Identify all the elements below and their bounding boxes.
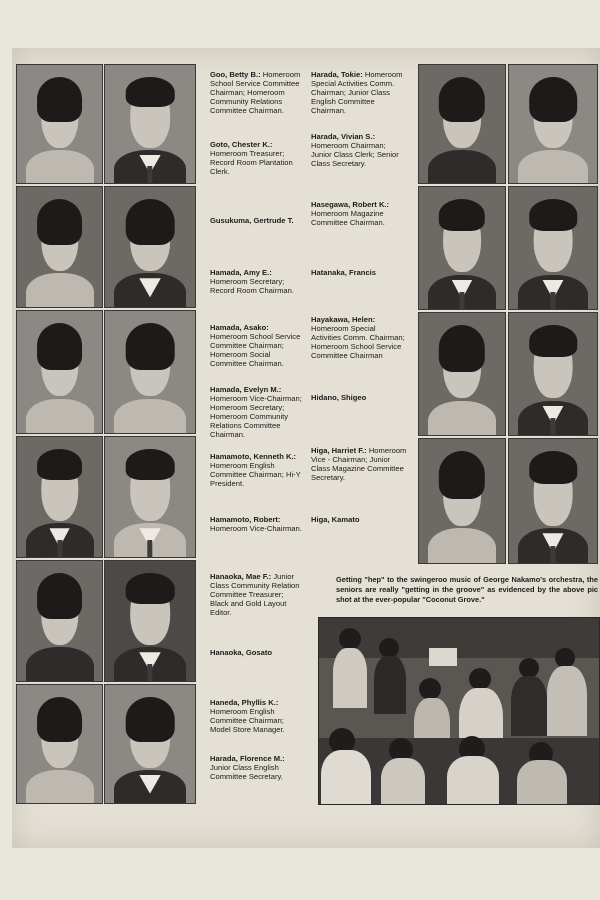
- student-activities: Homeroom English Committee Chairman; Model Store Manager.: [210, 707, 285, 734]
- portrait-hamada-asako: [16, 310, 103, 434]
- student-name: Hamada, Amy E.:: [210, 268, 272, 277]
- entry-hamada-evelyn: [210, 385, 304, 439]
- portrait-hatanaka-francis: [508, 186, 598, 310]
- student-name: Hamada, Evelyn M.:: [210, 385, 282, 394]
- entry-hamamoto-robert: [210, 515, 304, 533]
- portrait-hayakawa-helen: [418, 312, 506, 436]
- portrait-hasegawa-robert: [418, 186, 506, 310]
- portrait-hidano-shigeo: [508, 312, 598, 436]
- portrait-harada-vivian: [508, 64, 598, 184]
- student-activities: Junior Class English Committee Secretary.: [210, 763, 283, 781]
- portrait-hamamoto-robert: [104, 436, 196, 558]
- entry-harada-vivian: [311, 132, 407, 168]
- entry-harada-tokie: [311, 70, 407, 115]
- student-activities: Homeroom Magazine Committee Chairman.: [311, 209, 385, 227]
- portrait-goto-chester: [104, 64, 196, 184]
- portrait-gusukuma-gertrude: [16, 186, 103, 308]
- portrait-hamada-evelyn: [104, 310, 196, 434]
- student-name: Hatanaka, Francis: [311, 268, 376, 277]
- student-activities: Homeroom Secretary; Record Room Chairman.: [210, 277, 294, 295]
- student-name: Haneda, Phyllis K.:: [210, 698, 279, 707]
- student-name: Harada, Florence M.:: [210, 754, 285, 763]
- portrait-higa-kamato: [508, 438, 598, 564]
- student-activities: Homeroom Vice-Chairman; Homeroom Secretary; Homeroom Community Relations Committee Chairman.: [210, 394, 302, 439]
- student-name: Hasegawa, Robert K.:: [311, 200, 390, 209]
- portrait-harada-florence: [104, 684, 196, 804]
- entry-hanaoka-gosato: [210, 648, 304, 657]
- student-name: Higa, Kamato: [311, 515, 360, 524]
- entry-hasegawa-robert: [311, 200, 407, 227]
- portrait-harada-tokie: [418, 64, 506, 184]
- student-name: Harada, Vivian S.:: [311, 132, 376, 141]
- student-name: Higa, Harriet F.:: [311, 446, 367, 455]
- entry-harada-florence: [210, 754, 304, 781]
- student-name: Hanaoka, Gosato: [210, 648, 273, 657]
- entry-haneda-phyllis: [210, 698, 304, 734]
- student-activities: Homeroom School Service Committee Chairman; Homeroom Social Committee Chairman.: [210, 332, 301, 368]
- portrait-haneda-phyllis: [16, 684, 103, 804]
- entry-higa-harriet: [311, 446, 407, 482]
- entry-hanaoka-mae: [210, 572, 304, 617]
- student-name: Hayakawa, Helen:: [311, 315, 376, 324]
- student-name: Hamamoto, Robert:: [210, 515, 281, 524]
- portrait-higa-harriet: [418, 438, 506, 564]
- entry-hayakawa-helen: [311, 315, 407, 360]
- entry-goo-betty: [210, 70, 304, 115]
- student-activities: Homeroom Chairman; Junior Class Clerk; Senior Class Secretary.: [311, 141, 399, 168]
- entry-higa-kamato: [311, 515, 407, 524]
- student-name: Hanaoka, Mae F.:: [210, 572, 272, 581]
- entry-hamamoto-kenneth: [210, 452, 304, 488]
- student-activities: Homeroom Treasurer; Record Room Plantation Clerk.: [210, 149, 293, 176]
- student-name: Goo, Betty B.:: [210, 70, 261, 79]
- student-activities: Junior Class Community Relation Committee Treasurer; Black and Gold Layout Editor.: [210, 572, 300, 617]
- student-name: Hamamoto, Kenneth K.:: [210, 452, 297, 461]
- student-activities: Homeroom Special Activities Comm. Chairman; Junior Class English Committee Chairman.: [311, 70, 403, 115]
- student-name: Hamada, Asako:: [210, 323, 269, 332]
- portrait-hanaoka-mae: [16, 560, 103, 682]
- student-activities: Homeroom English Committee Chairman; Hi-Y President.: [210, 461, 301, 488]
- entry-hamada-amy: [210, 268, 304, 295]
- entry-hidano-shigeo: [311, 393, 407, 402]
- student-name: Gusukuma, Gertrude T.: [210, 216, 294, 225]
- student-activities: Homeroom School Service Committee Chairman; Homeroom Community Relations Committee Chairman.: [210, 70, 301, 115]
- portrait-hanaoka-gosato: [104, 560, 196, 682]
- entry-hamada-asako: [210, 323, 304, 368]
- photo-caption: Getting "hep" to the swingeroo music of George Nakamo's orchestra, the seniors are really "getting in the groove" as evidenced by the above pic shot at the ever-popular "Coconut Grove.": [336, 575, 598, 604]
- student-name: Goto, Chester K.:: [210, 140, 273, 149]
- student-name: Harada, Tokie:: [311, 70, 363, 79]
- portrait-hamada-amy: [104, 186, 196, 308]
- portrait-hamamoto-kenneth: [16, 436, 103, 558]
- student-activities: Homeroom Special Activities Comm. Chairman; Homeroom School Service Committee Chairman: [311, 324, 405, 360]
- student-activities: Homeroom Vice - Chairman; Junior Class Magazine Committee Secretary.: [311, 446, 407, 482]
- group-photo-coconut-grove: [318, 617, 600, 805]
- entry-hatanaka-francis: [311, 268, 407, 277]
- entry-goto-chester: [210, 140, 304, 176]
- student-activities: Homeroom Vice-Chairman.: [210, 524, 302, 533]
- portrait-goo-betty: [16, 64, 103, 184]
- entry-gusukuma-gertrude: [210, 216, 304, 225]
- student-name: Hidano, Shigeo: [311, 393, 367, 402]
